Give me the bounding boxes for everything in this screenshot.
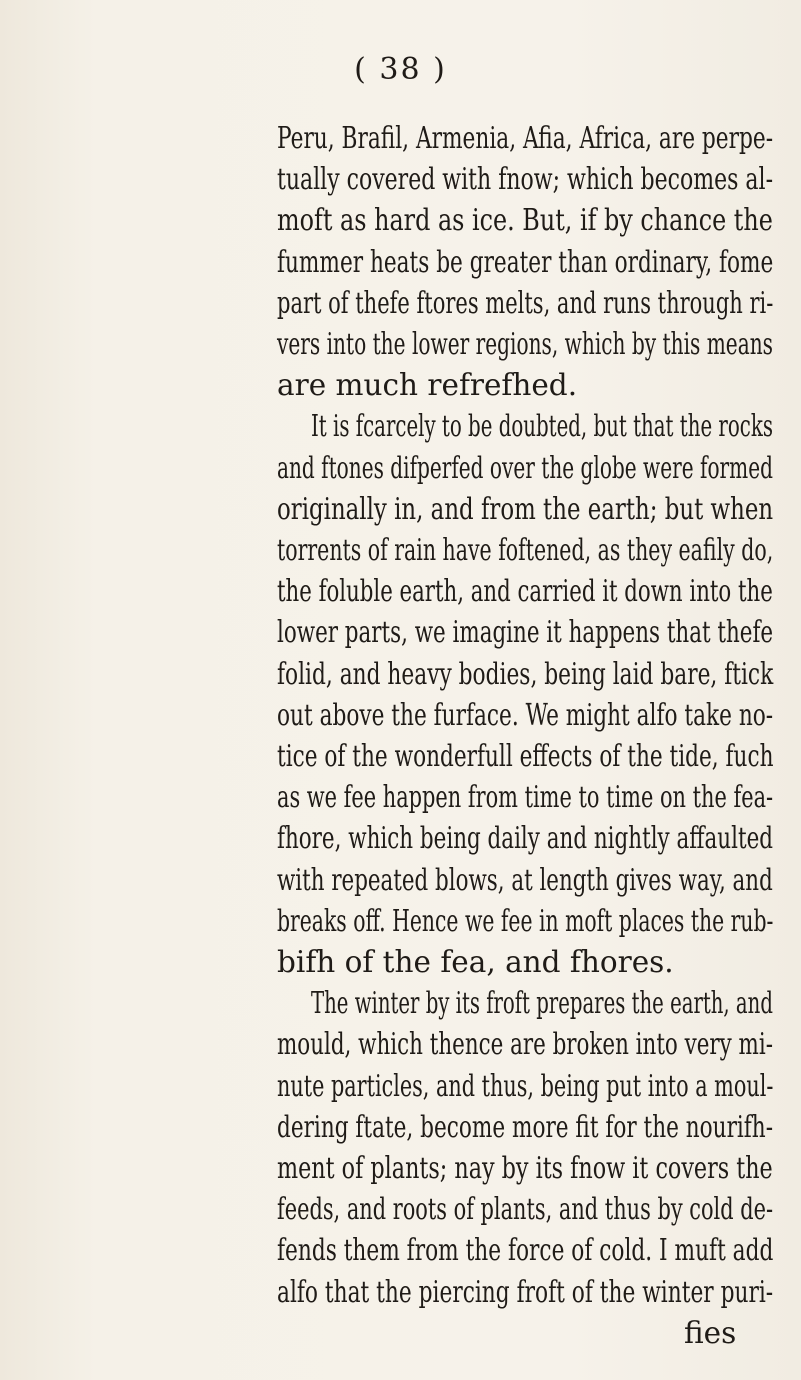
text-line: tually covered with fnow; which becomes al- [277, 162, 774, 197]
text-line: It is fcarcely to be doubted, but that the rocks [311, 409, 773, 444]
text-line: torrents of rain have foftened, as they eafily do, [277, 533, 774, 567]
text-line: mould, which thence are broken into very mi- [277, 1027, 773, 1062]
text-line: vers into the lower regions, which by this means [277, 327, 773, 361]
text-line: as we fee happen from time to time on the fea- [277, 780, 774, 815]
text-line: fends them from the force of cold. I muft add [277, 1233, 774, 1268]
text-line: The winter by its froft prepares the earth, and [311, 986, 773, 1021]
text-line: fummer heats be greater than ordinary, fome [277, 244, 774, 279]
text-line: originally in, and from the earth; but when [277, 491, 774, 526]
text-line: alfo that the piercing froft of the winter puri- [277, 1274, 774, 1309]
text-line: out above the furface. We might alfo take no- [277, 697, 774, 732]
text-line: part of thefe ftores melts, and runs through ri- [277, 285, 774, 320]
text-line: with repeated blows, at length gives way, and [277, 862, 773, 897]
text-line: breaks off. Hence we fee in moft places the rub- [277, 903, 774, 938]
text-line: folid, and heavy bodies, being laid bare, ftick [277, 656, 774, 691]
text-line: ment of plants; nay by its fnow it covers the [277, 1151, 773, 1185]
text-line: fhore, which being daily and nightly affaulted [277, 821, 774, 856]
text-line: nute particles, and thus, being put into a moul- [277, 1068, 774, 1103]
page-number: ( 38 ) [354, 52, 447, 87]
catchword: fies [684, 1315, 737, 1350]
text-line: Peru, Brafil, Armenia, Afia, Africa, are perpe- [277, 121, 774, 155]
text-line: lower parts, we imagine it happens that thefe [277, 615, 774, 650]
text-line: tice of the wonderfull effects of the tide, fuch [277, 739, 774, 773]
text-line: bifh of the fea, and fhores. [277, 945, 674, 979]
text-line: dering ftate, become more fit for the nourifh- [277, 1109, 774, 1144]
text-line: are much refrefhed. [277, 368, 578, 403]
text-line: moft as hard as ice. But, if by chance the [277, 203, 773, 238]
text-line: and ftones difperfed over the globe were formed [277, 450, 773, 485]
text-line: feeds, and roots of plants, and thus by cold de- [277, 1192, 774, 1227]
text-line: the foluble earth, and carried it down into the [277, 574, 773, 609]
